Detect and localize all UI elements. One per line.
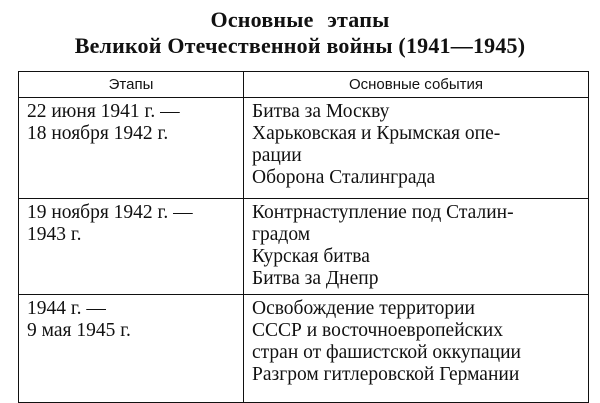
header-stages: Этапы — [19, 72, 244, 98]
stage-line: 1943 г. — [27, 224, 82, 245]
stage-line: 19 ноября 1942 г. — — [27, 202, 193, 223]
stage-line: 1944 г. — — [27, 298, 106, 319]
stages-table — [18, 71, 589, 403]
event-line: Курская битва — [252, 246, 370, 267]
events-cell — [244, 98, 589, 199]
event-line: Харьковская и Крымская опе- — [252, 123, 501, 144]
stage-line: 22 июня 1941 г. — — [27, 101, 180, 122]
event-line: Контрнаступление под Сталин- — [252, 202, 514, 223]
table-header-row — [19, 72, 589, 98]
page-title-line-1: Основные этапы — [210, 7, 390, 32]
event-line: рации — [252, 145, 302, 166]
stage-cell — [19, 295, 244, 403]
event-line: Оборона Сталинграда — [252, 167, 436, 188]
event-line: градом — [252, 224, 311, 245]
stage-line: 18 ноября 1942 г. — [27, 123, 169, 144]
page-title-line-2: Великой Отечественной войны (1941—1945) — [74, 33, 526, 58]
stage-line: 9 мая 1945 г. — [27, 320, 131, 341]
event-line: Освобождение территории — [252, 298, 475, 319]
event-line: стран от фашистской оккупации — [252, 342, 521, 363]
events-cell — [244, 199, 589, 295]
table-row — [19, 199, 589, 295]
stage-cell — [19, 199, 244, 295]
event-line: СССР и восточноевропейских — [252, 320, 503, 341]
stage-cell — [19, 98, 244, 199]
header-events: Основные события — [244, 72, 589, 98]
table-row — [19, 98, 589, 199]
event-line: Битва за Москву — [252, 101, 390, 122]
events-cell — [244, 295, 589, 403]
event-line: Разгром гитлеровской Германии — [252, 364, 520, 385]
event-line: Битва за Днепр — [252, 268, 379, 289]
table-row — [19, 295, 589, 403]
